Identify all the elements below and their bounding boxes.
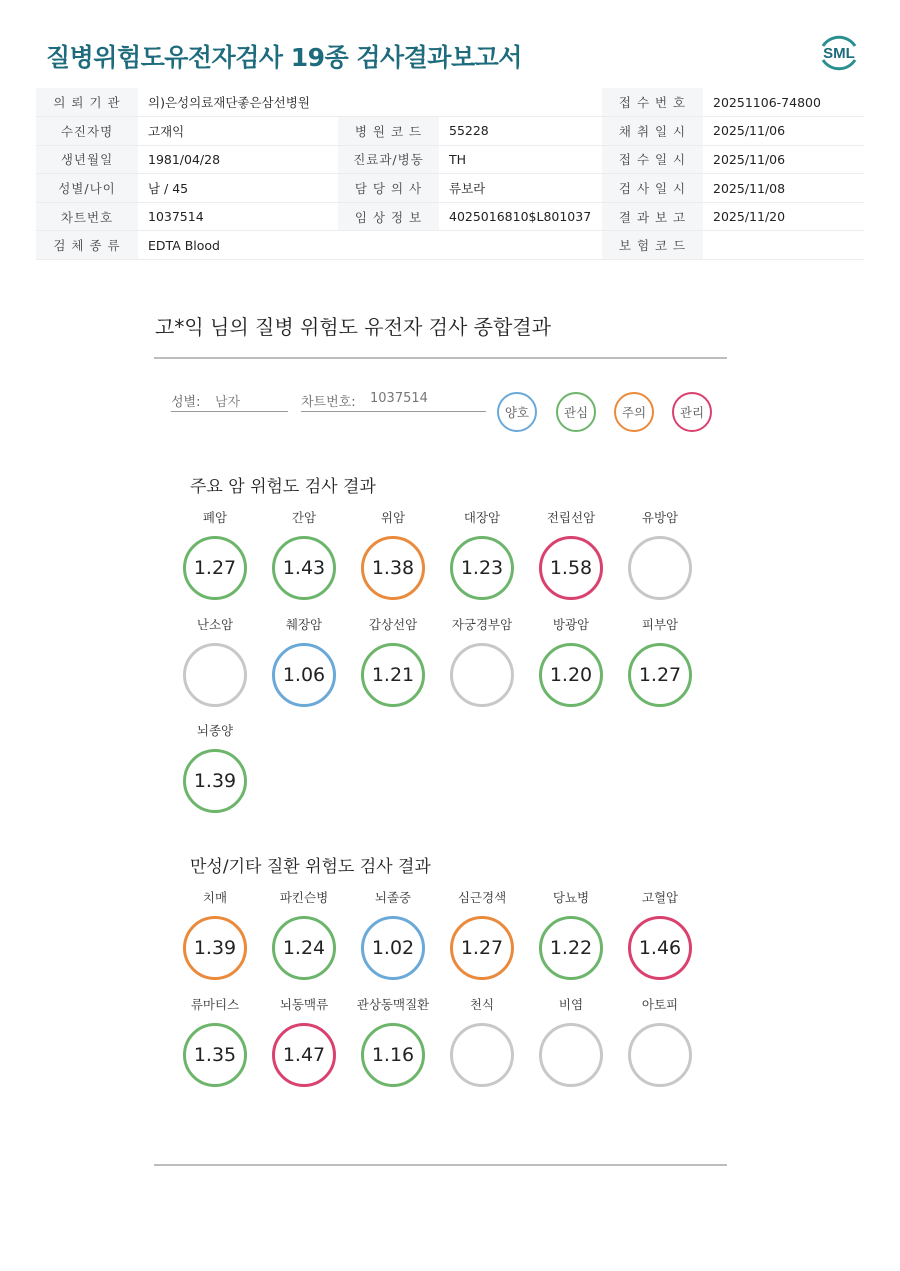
report-title: 질병위험도유전자검사 19종 검사결과보고서 xyxy=(46,43,522,72)
sml-logo-icon xyxy=(815,28,863,76)
info-value: 의)은성의료재단좋은삼선병원 xyxy=(138,88,602,117)
info-label: 검 체 종 류 xyxy=(36,231,138,260)
risk-score-circle: 1.38 xyxy=(361,536,425,600)
risk-score-circle: 1.16 xyxy=(361,1023,425,1087)
risk-score-circle: 1.39 xyxy=(183,749,247,813)
chart-number-value: 1037514 xyxy=(370,391,428,406)
info-value xyxy=(703,231,864,260)
risk-item-label: 당뇨병 xyxy=(552,890,590,905)
info-value: 55228 xyxy=(439,117,602,146)
info-label: 병 원 코 드 xyxy=(338,117,439,146)
info-value: 2025/11/08 xyxy=(703,174,864,203)
risk-item-label: 뇌동맥류 xyxy=(279,996,329,1012)
legend-item: 관심 xyxy=(556,392,596,432)
risk-item xyxy=(170,617,260,707)
chronic-section-title: 만성/기타 질환 위험도 검사 결과 xyxy=(190,857,431,877)
info-value: 2025/11/06 xyxy=(703,145,864,174)
risk-item-label: 간암 xyxy=(291,510,317,525)
risk-item-label: 난소암 xyxy=(196,616,234,632)
risk-score-circle xyxy=(183,643,247,707)
legend-item: 주의 xyxy=(614,392,654,432)
risk-score-circle: 1.02 xyxy=(361,916,425,980)
info-label: 채 취 일 시 xyxy=(602,117,703,146)
info-value: 류보라 xyxy=(439,174,602,203)
info-label: 의 뢰 기 관 xyxy=(36,88,138,117)
risk-score-circle: 1.27 xyxy=(183,536,247,600)
risk-score-circle xyxy=(539,1023,603,1087)
risk-item xyxy=(526,617,616,707)
risk-score-circle: 1.22 xyxy=(539,916,603,980)
info-label: 담 당 의 사 xyxy=(338,174,439,203)
risk-item-label: 아토피 xyxy=(641,996,679,1012)
risk-item xyxy=(348,617,438,707)
risk-item-label: 전립선암 xyxy=(546,510,596,525)
chart-number-label: 차트번호: xyxy=(301,395,356,410)
legend-item: 양호 xyxy=(497,392,537,432)
info-row xyxy=(36,231,864,260)
info-label: 생년월일 xyxy=(36,145,138,174)
chart-number-underline xyxy=(301,411,486,412)
risk-item xyxy=(348,890,438,980)
risk-item-label: 갑상선암 xyxy=(368,616,418,632)
risk-score-circle: 1.21 xyxy=(361,643,425,707)
sex-underline xyxy=(171,411,288,412)
info-value: 1981/04/28 xyxy=(138,145,338,174)
risk-score-circle: 1.58 xyxy=(539,536,603,600)
risk-item xyxy=(615,890,705,980)
risk-item xyxy=(526,510,616,600)
info-row xyxy=(36,117,864,146)
risk-item xyxy=(170,997,260,1087)
info-value: TH xyxy=(439,145,602,174)
risk-item xyxy=(259,890,349,980)
risk-score-circle: 1.20 xyxy=(539,643,603,707)
risk-item-label: 천식 xyxy=(469,996,495,1012)
info-row xyxy=(36,88,864,117)
risk-item-label: 유방암 xyxy=(641,510,679,525)
info-value: 20251106-74800 xyxy=(703,88,864,117)
cancer-section-title: 주요 암 위험도 검사 결과 xyxy=(190,477,376,497)
risk-item-label: 심근경색 xyxy=(457,890,507,905)
info-value: 남 / 45 xyxy=(138,174,338,203)
risk-item xyxy=(259,617,349,707)
sex-value: 남자 xyxy=(215,395,241,410)
risk-item-label: 방광암 xyxy=(552,616,590,632)
info-row xyxy=(36,145,864,174)
risk-score-circle xyxy=(628,1023,692,1087)
risk-item xyxy=(437,890,527,980)
risk-item xyxy=(348,510,438,600)
info-label: 차트번호 xyxy=(36,202,138,231)
logo-text: SML xyxy=(823,45,855,62)
info-label: 보 험 코 드 xyxy=(602,231,703,260)
info-label: 임 상 정 보 xyxy=(338,202,439,231)
risk-score-circle: 1.06 xyxy=(272,643,336,707)
risk-item xyxy=(259,510,349,600)
risk-item-label: 췌장암 xyxy=(285,616,323,632)
info-row xyxy=(36,202,864,231)
risk-score-circle xyxy=(450,1023,514,1087)
risk-score-circle: 1.39 xyxy=(183,916,247,980)
info-label: 접 수 번 호 xyxy=(602,88,703,117)
risk-score-circle: 1.27 xyxy=(628,643,692,707)
info-value: 고재익 xyxy=(138,117,338,146)
risk-score-circle: 1.27 xyxy=(450,916,514,980)
risk-score-circle: 1.43 xyxy=(272,536,336,600)
risk-score-circle: 1.24 xyxy=(272,916,336,980)
summary-top-rule xyxy=(154,357,727,359)
risk-score-circle xyxy=(450,643,514,707)
risk-item-label: 위암 xyxy=(380,510,406,525)
risk-score-circle: 1.47 xyxy=(272,1023,336,1087)
risk-score-circle: 1.23 xyxy=(450,536,514,600)
risk-item-label: 비염 xyxy=(558,996,584,1012)
info-label: 수진자명 xyxy=(36,117,138,146)
risk-item xyxy=(437,997,527,1087)
risk-item xyxy=(526,890,616,980)
risk-item-label: 자궁경부암 xyxy=(451,616,513,632)
risk-item xyxy=(615,617,705,707)
risk-score-circle: 1.46 xyxy=(628,916,692,980)
info-value: 2025/11/06 xyxy=(703,117,864,146)
info-label: 검 사 일 시 xyxy=(602,174,703,203)
risk-item xyxy=(615,510,705,600)
summary-title: 고*익 님의 질병 위험도 유전자 검사 종합결과 xyxy=(155,315,551,339)
summary-bottom-rule xyxy=(154,1164,727,1166)
risk-item xyxy=(526,997,616,1087)
risk-item-label: 파킨슨병 xyxy=(279,890,329,905)
risk-score-circle xyxy=(628,536,692,600)
risk-item-label: 폐암 xyxy=(202,510,228,525)
risk-item xyxy=(170,723,260,813)
risk-item xyxy=(437,510,527,600)
risk-item-label: 뇌졸중 xyxy=(374,890,412,905)
risk-item xyxy=(348,997,438,1087)
risk-item xyxy=(170,510,260,600)
info-value: 1037514 xyxy=(138,202,338,231)
info-value: 4025016810$L801037 xyxy=(439,202,602,231)
sex-label: 성별: xyxy=(171,395,201,410)
info-row xyxy=(36,174,864,203)
risk-item-label: 피부암 xyxy=(641,616,679,632)
info-value: EDTA Blood xyxy=(138,231,602,260)
risk-item-label: 관상동맥질환 xyxy=(356,996,430,1012)
risk-item xyxy=(259,997,349,1087)
patient-info-table xyxy=(36,88,864,260)
risk-item xyxy=(615,997,705,1087)
risk-item-label: 류마티스 xyxy=(190,996,240,1012)
risk-item-label: 치매 xyxy=(202,890,228,905)
risk-item-label: 대장암 xyxy=(463,510,501,525)
risk-item-label: 뇌종양 xyxy=(196,723,234,738)
risk-item xyxy=(170,890,260,980)
info-label: 결 과 보 고 xyxy=(602,202,703,231)
risk-score-circle: 1.35 xyxy=(183,1023,247,1087)
legend-item: 관리 xyxy=(672,392,712,432)
risk-item xyxy=(437,617,527,707)
risk-item-label: 고혈압 xyxy=(641,890,679,905)
info-label: 접 수 일 시 xyxy=(602,145,703,174)
info-value: 2025/11/20 xyxy=(703,202,864,231)
info-label: 성별/나이 xyxy=(36,174,138,203)
info-label: 진료과/병동 xyxy=(338,145,439,174)
